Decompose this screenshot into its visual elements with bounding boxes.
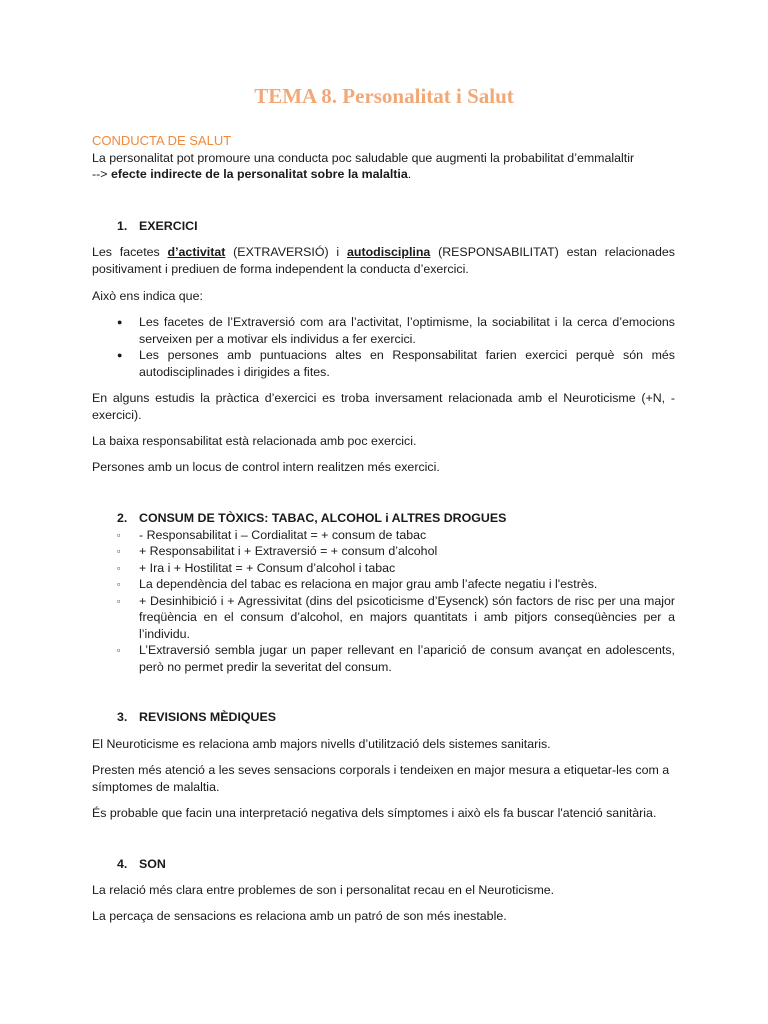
intro-section [92, 133, 675, 183]
bullet-icon: ● [117, 317, 123, 327]
section-revisions [92, 709, 675, 726]
text-span: (RESPONSABILITAT) estan relacionades positivament i prediuen de forma independent la conducta d’exercici. [92, 245, 675, 276]
section-son [92, 856, 675, 873]
section-number: 4. [117, 857, 128, 871]
section-number: 1. [117, 219, 128, 233]
list-item [92, 543, 675, 560]
revisions-paragraph-2: Presten més atenció a les seves sensacions corporals i tendeixen en major mesura a etiquetar-les com a símptomes de malaltia. [92, 763, 670, 794]
list-item [92, 642, 675, 675]
section-exercici [92, 218, 675, 235]
section-number: 2. [117, 511, 128, 525]
list-item [92, 576, 675, 593]
list-item [92, 560, 675, 577]
square-bullet-icon: ▫ [117, 546, 121, 556]
section-toxics [92, 510, 675, 675]
list-item-text: L’Extraversió sembla jugar un paper rellevant en l’aparició de consum avançat en adolescents, però no permet predir la severitat del consum. [139, 643, 675, 674]
exercici-paragraph-4: La baixa responsabilitat està relacionada amb poc exercici. [92, 434, 417, 448]
intro-period: . [407, 167, 412, 181]
square-bullet-icon: ▫ [117, 579, 121, 589]
text-span: (EXTRAVERSIÓ) i [233, 245, 340, 259]
intro-paragraph [92, 150, 675, 183]
list-item-text: La dependència del tabac es relaciona en major grau amb l’afecte negatiu i l'estrès. [139, 577, 598, 591]
section-heading [92, 218, 675, 235]
square-bullet-icon: ▫ [117, 645, 121, 655]
list-item-text: + Ira i + Hostilitat = + Consum d’alcohol i tabac [139, 560, 396, 575]
underlined-term: autodisciplina [346, 245, 431, 259]
list-item [92, 593, 675, 643]
exercici-paragraph-1 [92, 244, 675, 277]
list-item [92, 314, 675, 347]
page-title: TEMA 8. Personalitat i Salut [254, 84, 514, 108]
section-subtitle: CONDUCTA DE SALUT [92, 133, 232, 148]
toxics-list [92, 527, 675, 676]
son-paragraph-2: La percaça de sensacions es relaciona amb un patró de son més inestable. [92, 909, 507, 923]
text-span: Les facetes [92, 245, 160, 259]
section-heading-text: CONSUM DE TÒXICS: TABAC, ALCOHOL i ALTRES DROGUES [139, 511, 507, 525]
revisions-paragraph-3: És probable que facin una interpretació negativa dels símptomes i això els fa buscar l'atenció sanitària. [92, 806, 657, 820]
revisions-paragraph-1: El Neuroticisme es relaciona amb majors nivells d’utilització dels sistemes sanitaris. [92, 737, 551, 751]
exercici-bullet-list [92, 314, 675, 380]
intro-arrow: --> [92, 167, 108, 181]
square-bullet-icon: ▫ [117, 562, 121, 573]
section-heading-text: SON [139, 857, 166, 871]
section-heading-text: REVISIONS MÈDIQUES [139, 710, 277, 724]
son-paragraph-1: La relació més clara entre problemes de son i personalitat recau en el Neuroticisme. [92, 883, 555, 897]
intro-text: La personalitat pot promoure una conducta poc saludable que augmenti la probabilitat d’emmalaltir [92, 150, 635, 165]
list-item [92, 527, 675, 544]
underlined-term: d’activitat [167, 245, 226, 259]
exercici-paragraph-5: Persones amb un locus de control intern realitzen més exercici. [92, 460, 440, 474]
intro-bold-text: efecte indirecte de la personalitat sobre la malaltia [110, 167, 408, 181]
section-number: 3. [117, 710, 128, 724]
bullet-icon: ● [117, 350, 123, 360]
list-item [92, 347, 675, 380]
section-heading [92, 856, 675, 873]
exercici-paragraph-3: En alguns estudis la pràctica d’exercici es troba inversament relacionada amb el Neuroticisme (+N, -exercici). [92, 391, 675, 422]
square-bullet-icon: ▫ [117, 595, 121, 606]
list-item-text: Les persones amb puntuacions altes en Responsabilitat farien exercici perquè són més autodisciplinades i dirigides a fites. [139, 348, 675, 379]
section-heading [92, 709, 675, 726]
list-item-text: Les facetes de l’Extraversió com ara l’activitat, l’optimisme, la sociabilitat i la cerca d’emocions serveixen per a motivar els individus a fer exercici. [139, 315, 675, 346]
square-bullet-icon: ▫ [117, 529, 121, 540]
list-item-text: + Desinhibició i + Agressivitat (dins del psicoticisme d’Eysenck) són factors de risc per una major freqüència en el consum d’alcohol, en majors quantitats i amb pitjors conseqüències per a l’individu. [139, 593, 675, 641]
list-item-text: + Responsabilitat i + Extraversió = + consum d’alcohol [139, 544, 438, 558]
section-heading-text: EXERCICI [139, 219, 198, 233]
list-item-text: - Responsabilitat i – Cordialitat = + consum de tabac [139, 527, 427, 542]
section-heading [92, 510, 675, 527]
exercici-paragraph-2: Això ens indica que: [92, 289, 203, 303]
